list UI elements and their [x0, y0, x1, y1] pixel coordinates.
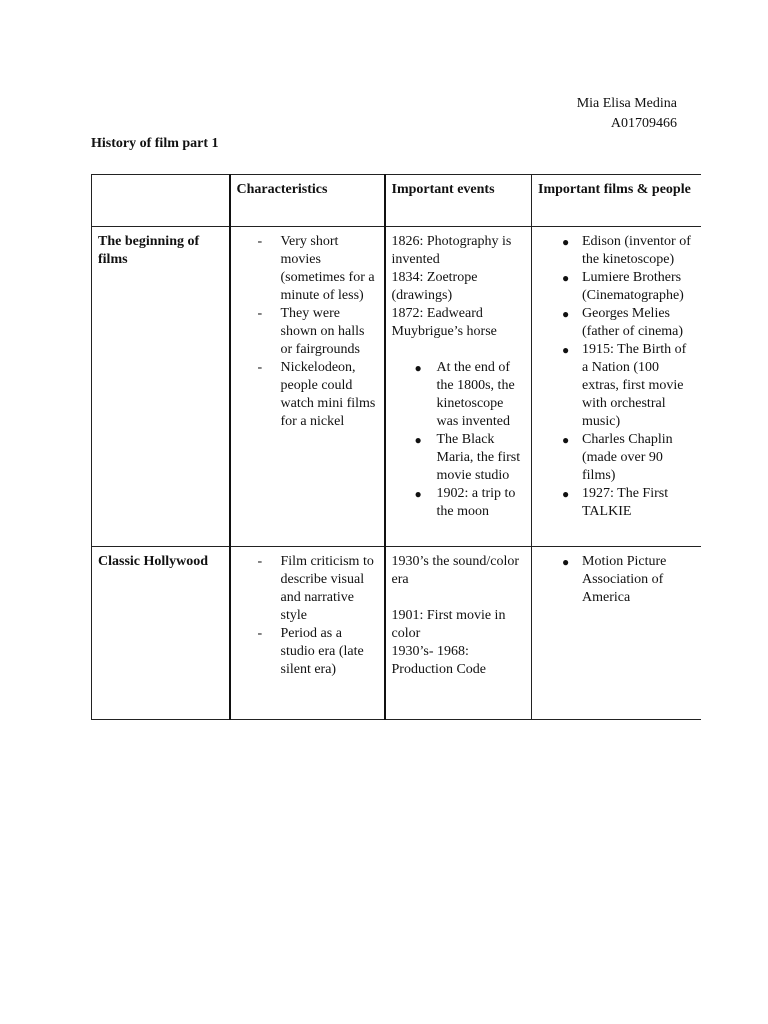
table-header-row: [92, 175, 701, 227]
list-item: ● At the end of the 1800s, the kinetoscope was invented: [414, 360, 515, 429]
list-item: - They were shown on halls or fairgrounds: [257, 306, 365, 357]
list-item: ● Lumiere Brothers (Cinematographe): [562, 270, 684, 303]
events-cell: [385, 547, 532, 720]
list-item: ● Georges Melies (father of cinema): [562, 306, 684, 339]
header-cell-empty: [92, 175, 230, 227]
history-table: [91, 174, 701, 720]
events-bullet-list: [392, 359, 526, 521]
list-item: ● The Black Maria, the first movie studio: [414, 432, 521, 483]
list-item: ● 1927: The First TALKIE: [562, 486, 669, 519]
films-people-list: [538, 233, 695, 521]
films-people-list: [538, 553, 695, 607]
author-name: Mia Elisa Medina: [576, 96, 677, 111]
events-cell: [385, 227, 532, 547]
event-line: 1901: First movie in color: [391, 608, 506, 641]
row-label-beginning: The beginning of films: [92, 227, 230, 547]
list-item: ● 1915: The Birth of a Nation (100 extras, first movie with orchestral music): [562, 342, 687, 429]
header-important-films-people: Important films & people: [532, 175, 701, 227]
list-item: - Nickelodeon, people could watch mini films for a nickel: [257, 360, 376, 429]
event-line: 1826: Photography is invented: [391, 234, 512, 267]
films-people-cell: [532, 547, 701, 720]
table-row: [92, 547, 701, 720]
characteristics-list: [237, 553, 378, 679]
event-line: 1930’s the sound/color era: [391, 554, 520, 587]
list-item: ● Charles Chaplin (made over 90 films): [562, 432, 673, 483]
header-characteristics: Characteristics: [230, 175, 385, 227]
films-people-cell: [532, 227, 701, 547]
characteristics-cell: [230, 227, 385, 547]
event-line: 1834: Zoetrope (drawings): [391, 270, 478, 303]
list-item: - Very short movies (sometimes for a minute of less): [257, 234, 375, 303]
author-id: A01709466: [610, 116, 677, 131]
characteristics-list: [237, 233, 378, 431]
list-item: - Period as a studio era (late silent era): [257, 626, 364, 677]
event-line: 1872: Eadweard Muybrigue’s horse: [391, 306, 497, 339]
event-line: 1930’s- 1968: Production Code: [391, 644, 486, 677]
list-item: ● Edison (inventor of the kinetoscope): [562, 234, 691, 267]
list-item: - Film criticism to describe visual and narrative style: [257, 554, 374, 623]
table-row: [92, 227, 701, 547]
author-block: [577, 94, 677, 134]
row-label-classic-hollywood: Classic Hollywood: [92, 547, 230, 720]
characteristics-cell: [230, 547, 385, 720]
header-important-events: Important events: [385, 175, 532, 227]
document-title: History of film part 1: [91, 136, 219, 151]
list-item: ● 1902: a trip to the moon: [414, 486, 516, 519]
list-item: ● Motion Picture Association of America: [562, 554, 667, 605]
